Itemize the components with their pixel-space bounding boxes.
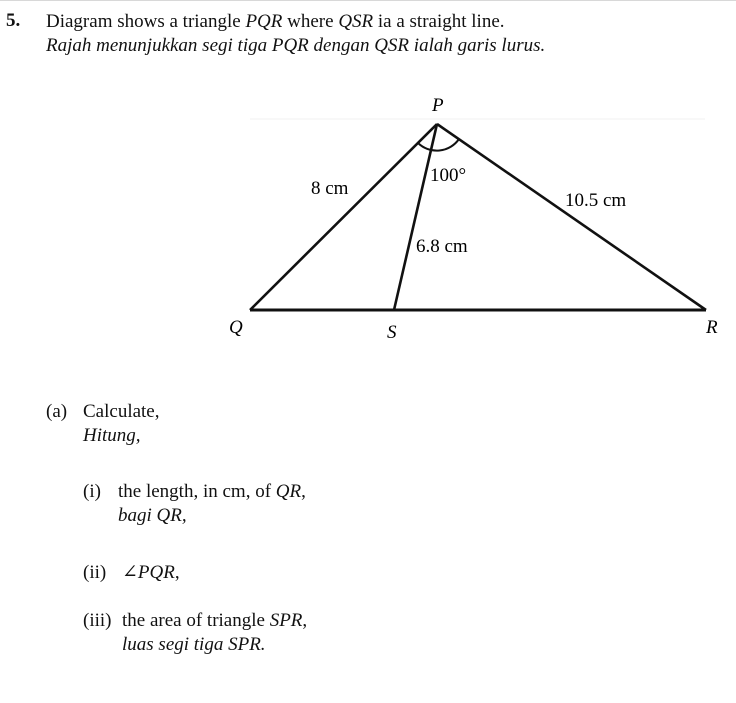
- part-a-instruction-malay: Hitung,: [83, 425, 141, 446]
- side-pq: [250, 124, 437, 310]
- part-a-i-malay: bagi QR,: [118, 505, 187, 526]
- part-a-ii-text: ∠PQR,: [122, 562, 180, 583]
- vertex-label-s: S: [387, 322, 397, 343]
- part-a-label: (a): [46, 401, 68, 422]
- question-stem-english: Diagram shows a triangle PQR where QSR ia a straight line.: [46, 11, 505, 32]
- part-a-instruction-english: Calculate,: [83, 401, 160, 422]
- angle-label-qpr: 100°: [430, 165, 467, 186]
- part-a-i-text: [118, 480, 306, 528]
- angle-arc-p: [418, 139, 459, 151]
- part-a-iii-label: (iii): [83, 610, 112, 631]
- vertex-label-q: Q: [229, 317, 243, 338]
- side-ps: [394, 124, 437, 310]
- part-a-iii-text: [122, 609, 307, 657]
- part-a-i-english: the length, in cm, of QR,: [118, 481, 306, 502]
- part-a-ii-label: (ii): [83, 562, 107, 583]
- part-a-iii-malay: luas segi tiga SPR.: [122, 634, 266, 655]
- part-a-instruction: [83, 400, 160, 448]
- side-pr: [437, 124, 706, 310]
- length-label-ps: 6.8 cm: [416, 236, 468, 257]
- question-number: 5.: [6, 10, 21, 31]
- vertex-label-p: P: [432, 95, 444, 116]
- length-label-pq: 8 cm: [311, 178, 349, 199]
- part-a-i-label: (i): [83, 481, 101, 502]
- question-stem-malay: Rajah menunjukkan segi tiga PQR dengan QSR ialah garis lurus.: [46, 35, 546, 56]
- part-a-iii-english: the area of triangle SPR,: [122, 610, 308, 631]
- length-label-pr: 10.5 cm: [565, 190, 627, 211]
- vertex-label-r: R: [706, 317, 718, 338]
